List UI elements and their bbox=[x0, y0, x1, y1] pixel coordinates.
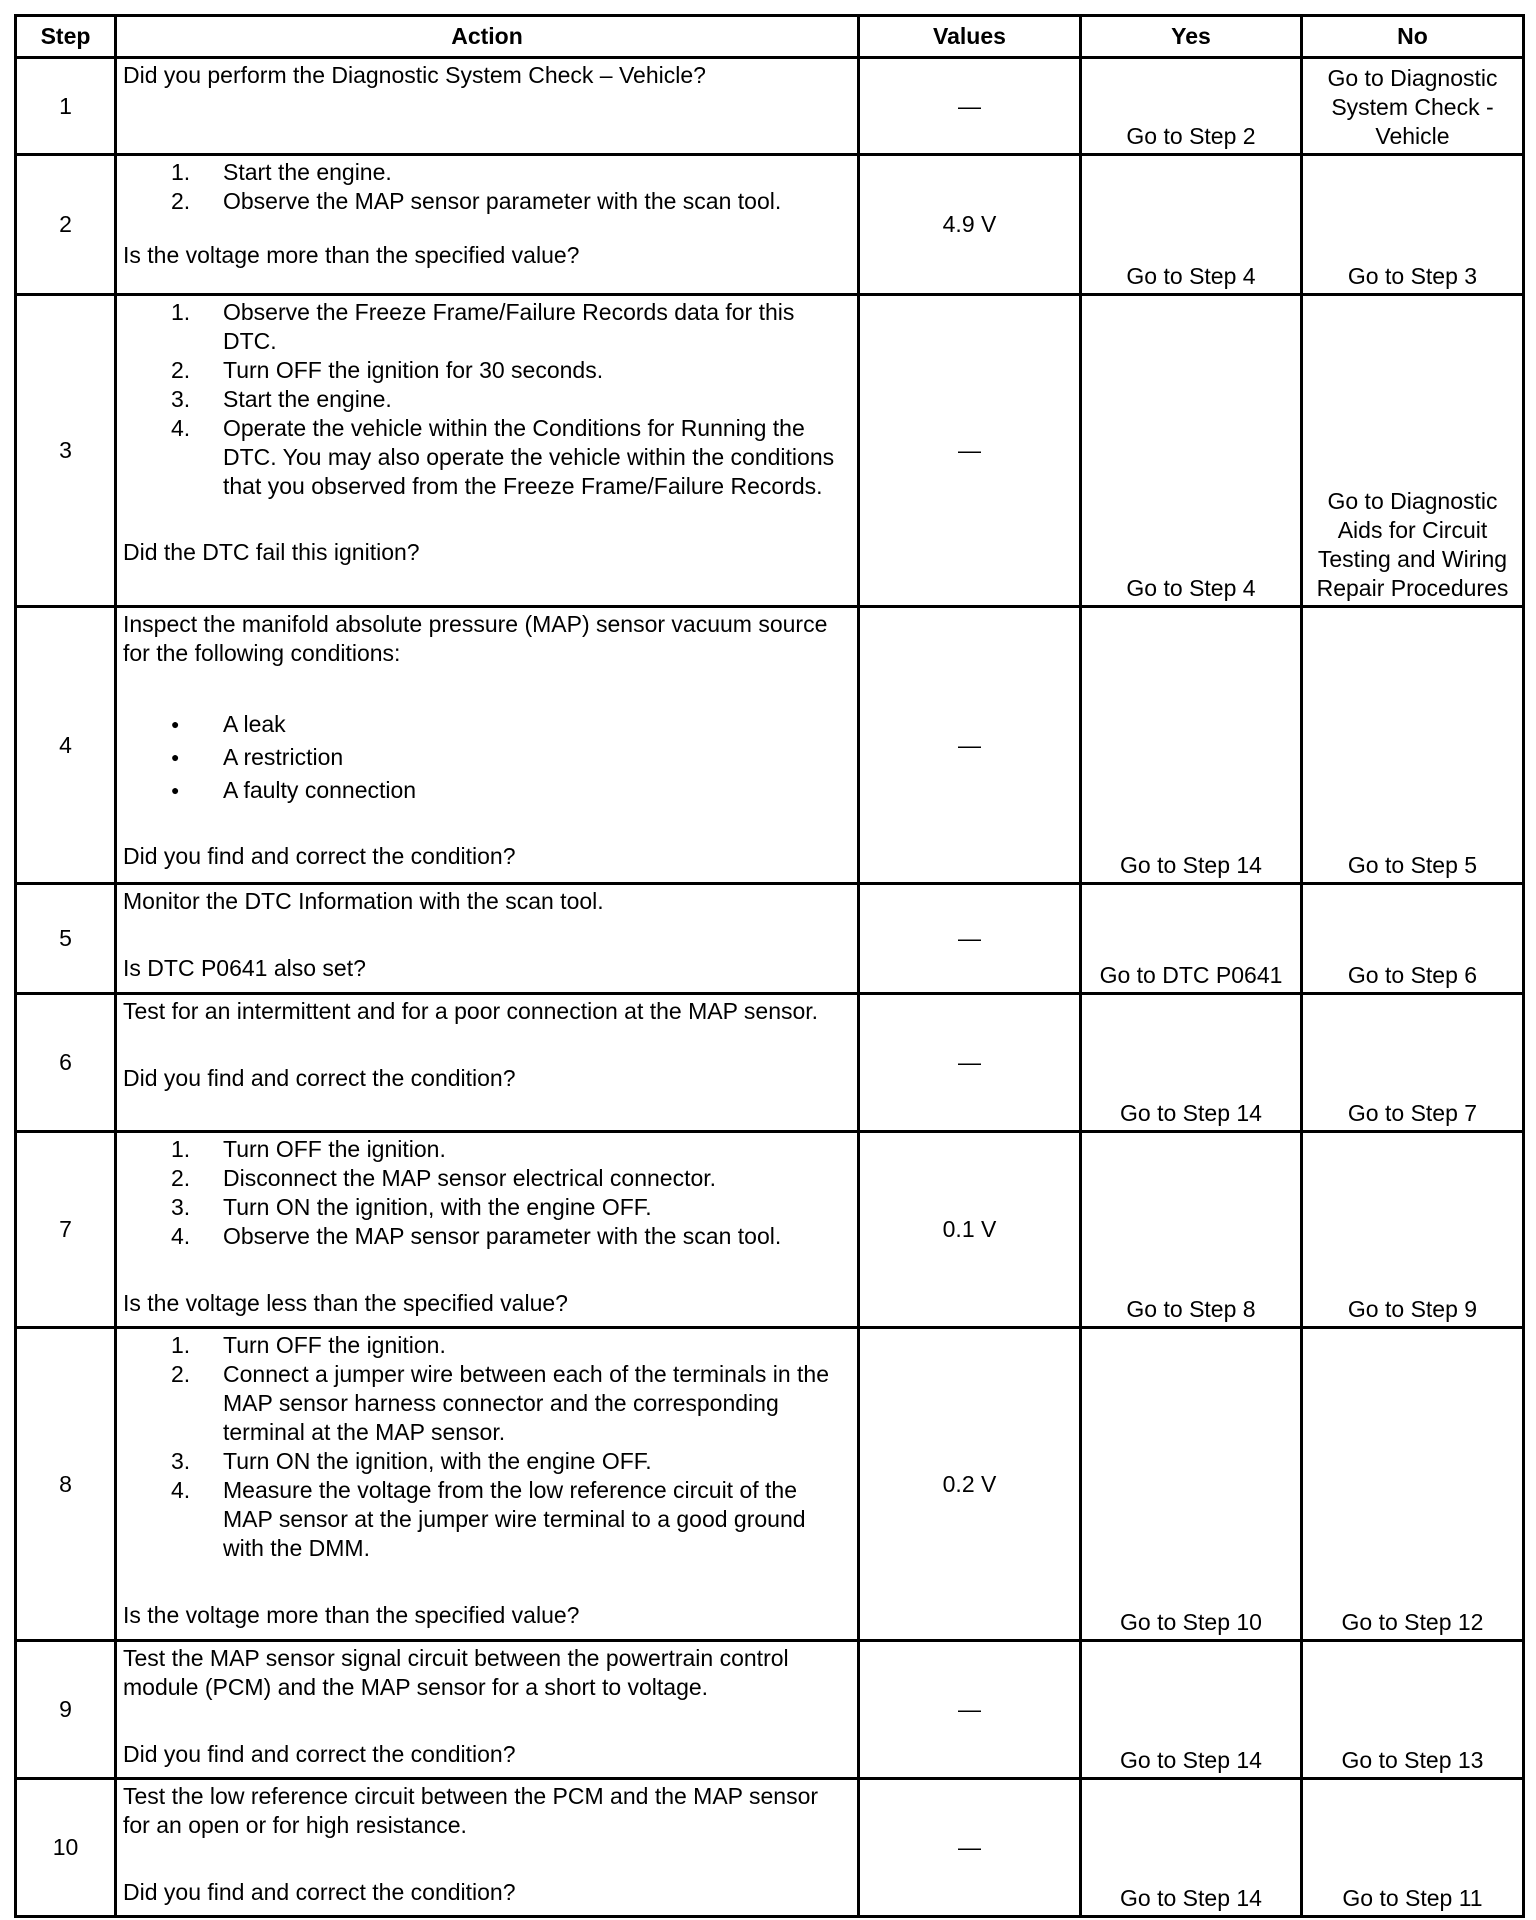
yes-cell: Go to Step 14 bbox=[1081, 1779, 1302, 1917]
procedure-item: 4. Measure the voltage from the low reference circuit of the MAP sensor at the jumper wire terminal to a good ground with the DMM. bbox=[171, 1477, 806, 1561]
table-row bbox=[16, 994, 1524, 1132]
no-cell: Go to Step 6 bbox=[1302, 884, 1524, 994]
procedure-item: 3. Turn ON the ignition, with the engine OFF. bbox=[171, 1448, 652, 1474]
step-number: 6 bbox=[16, 994, 116, 1132]
question-text: Is DTC P0641 also set? bbox=[123, 955, 366, 981]
procedure-item: 4. Observe the MAP sensor parameter with the scan tool. bbox=[171, 1223, 782, 1249]
question-text: Did you find and correct the condition? bbox=[123, 1879, 516, 1905]
procedure-item: 1. Observe the Freeze Frame/Failure Records data for this DTC. bbox=[171, 299, 795, 354]
yes-cell: Go to Step 14 bbox=[1081, 1641, 1302, 1779]
table-row bbox=[16, 155, 1524, 295]
no-cell: Go to Step 7 bbox=[1302, 994, 1524, 1132]
value-cell: — bbox=[859, 295, 1081, 607]
yes-cell: Go to Step 14 bbox=[1081, 607, 1302, 884]
action-text: Did you perform the Diagnostic System Check – Vehicle? bbox=[123, 62, 706, 88]
table-row bbox=[16, 1132, 1524, 1328]
procedure-list bbox=[123, 1135, 851, 1251]
step-number: 1 bbox=[16, 58, 116, 155]
action-text: Inspect the manifold absolute pressure (MAP) sensor vacuum source for the following conditions: bbox=[123, 611, 828, 666]
value-cell: 0.1 V bbox=[859, 1132, 1081, 1328]
step-number: 5 bbox=[16, 884, 116, 994]
procedure-item: 3. Start the engine. bbox=[171, 386, 392, 412]
procedure-list bbox=[123, 1331, 851, 1563]
action-cell bbox=[116, 1132, 859, 1328]
no-cell: Go to Diagnostic System Check - Vehicle bbox=[1302, 58, 1524, 155]
step-number: 2 bbox=[16, 155, 116, 295]
action-cell bbox=[116, 155, 859, 295]
header-yes: Yes bbox=[1081, 16, 1302, 58]
action-cell bbox=[116, 607, 859, 884]
step-number: 9 bbox=[16, 1641, 116, 1779]
procedure-item: 1. Turn OFF the ignition. bbox=[171, 1136, 446, 1162]
question-text: Did you find and correct the condition? bbox=[123, 843, 516, 869]
procedure-item: 2. Observe the MAP sensor parameter with the scan tool. bbox=[171, 188, 782, 214]
value-cell: — bbox=[859, 994, 1081, 1132]
condition-list bbox=[123, 708, 851, 807]
question-text: Did the DTC fail this ignition? bbox=[123, 539, 420, 565]
action-cell bbox=[116, 1641, 859, 1779]
yes-cell: Go to Step 2 bbox=[1081, 58, 1302, 155]
action-cell bbox=[116, 1328, 859, 1641]
no-cell: Go to Step 11 bbox=[1302, 1779, 1524, 1917]
procedure-item: 3. Turn ON the ignition, with the engine OFF. bbox=[171, 1194, 652, 1220]
question-text: Is the voltage more than the specified value? bbox=[123, 242, 580, 268]
action-cell bbox=[116, 994, 859, 1132]
value-cell: 0.2 V bbox=[859, 1328, 1081, 1641]
yes-cell: Go to Step 4 bbox=[1081, 295, 1302, 607]
procedure-item: 1. Start the engine. bbox=[171, 159, 392, 185]
yes-cell: Go to Step 8 bbox=[1081, 1132, 1302, 1328]
header-values: Values bbox=[859, 16, 1081, 58]
table-row bbox=[16, 1641, 1524, 1779]
action-text: Test the MAP sensor signal circuit between the powertrain control module (PCM) and the MAP sensor for a short to voltage. bbox=[123, 1645, 789, 1700]
step-number: 7 bbox=[16, 1132, 116, 1328]
question-text: Did you find and correct the condition? bbox=[123, 1065, 516, 1091]
value-cell: — bbox=[859, 884, 1081, 994]
condition-item: ● A faulty connection bbox=[223, 774, 851, 807]
action-cell bbox=[116, 58, 859, 155]
no-cell: Go to Step 5 bbox=[1302, 607, 1524, 884]
table-row bbox=[16, 295, 1524, 607]
no-cell: Go to Step 13 bbox=[1302, 1641, 1524, 1779]
yes-cell: Go to Step 10 bbox=[1081, 1328, 1302, 1641]
yes-cell: Go to Step 14 bbox=[1081, 994, 1302, 1132]
procedure-item: 2. Connect a jumper wire between each of the terminals in the MAP sensor harness connector and the corresponding terminal at the MAP sensor. bbox=[171, 1361, 829, 1445]
action-text: Test the low reference circuit between the PCM and the MAP sensor for an open or for high resistance. bbox=[123, 1783, 819, 1838]
question-text: Is the voltage less than the specified value? bbox=[123, 1290, 568, 1316]
table-row bbox=[16, 1328, 1524, 1641]
action-cell bbox=[116, 295, 859, 607]
procedure-item: 4. Operate the vehicle within the Conditions for Running the DTC. You may also operate the vehicle within the conditions that you observed from the Freeze Frame/Failure Records. bbox=[171, 415, 835, 499]
header-row bbox=[16, 16, 1524, 58]
procedure-list bbox=[123, 298, 851, 501]
procedure-item: 2. Disconnect the MAP sensor electrical connector. bbox=[171, 1165, 717, 1191]
step-number: 10 bbox=[16, 1779, 116, 1917]
no-cell: Go to Step 3 bbox=[1302, 155, 1524, 295]
no-cell: Go to Step 9 bbox=[1302, 1132, 1524, 1328]
action-text: Test for an intermittent and for a poor connection at the MAP sensor. bbox=[123, 998, 819, 1024]
table-row bbox=[16, 884, 1524, 994]
action-cell bbox=[116, 884, 859, 994]
diagnostic-table bbox=[14, 14, 1525, 1918]
no-cell: Go to Diagnostic Aids for Circuit Testing and Wiring Repair Procedures bbox=[1302, 295, 1524, 607]
yes-cell: Go to DTC P0641 bbox=[1081, 884, 1302, 994]
action-text: Monitor the DTC Information with the scan tool. bbox=[123, 888, 604, 914]
table-row bbox=[16, 607, 1524, 884]
value-cell: — bbox=[859, 58, 1081, 155]
condition-item: ● A leak bbox=[223, 708, 851, 741]
header-no: No bbox=[1302, 16, 1524, 58]
value-cell: — bbox=[859, 1641, 1081, 1779]
table-row bbox=[16, 58, 1524, 155]
question-text: Is the voltage more than the specified value? bbox=[123, 1602, 580, 1628]
step-number: 8 bbox=[16, 1328, 116, 1641]
header-action: Action bbox=[116, 16, 859, 58]
value-cell: — bbox=[859, 1779, 1081, 1917]
value-cell: — bbox=[859, 607, 1081, 884]
question-text: Did you find and correct the condition? bbox=[123, 1741, 516, 1767]
condition-item: ● A restriction bbox=[223, 741, 851, 774]
procedure-item: 2. Turn OFF the ignition for 30 seconds. bbox=[171, 357, 604, 383]
step-number: 3 bbox=[16, 295, 116, 607]
table-row bbox=[16, 1779, 1524, 1917]
action-cell bbox=[116, 1779, 859, 1917]
procedure-item: 1. Turn OFF the ignition. bbox=[171, 1332, 446, 1358]
header-step: Step bbox=[16, 16, 116, 58]
yes-cell: Go to Step 4 bbox=[1081, 155, 1302, 295]
no-cell: Go to Step 12 bbox=[1302, 1328, 1524, 1641]
value-cell: 4.9 V bbox=[859, 155, 1081, 295]
step-number: 4 bbox=[16, 607, 116, 884]
procedure-list bbox=[123, 158, 851, 216]
